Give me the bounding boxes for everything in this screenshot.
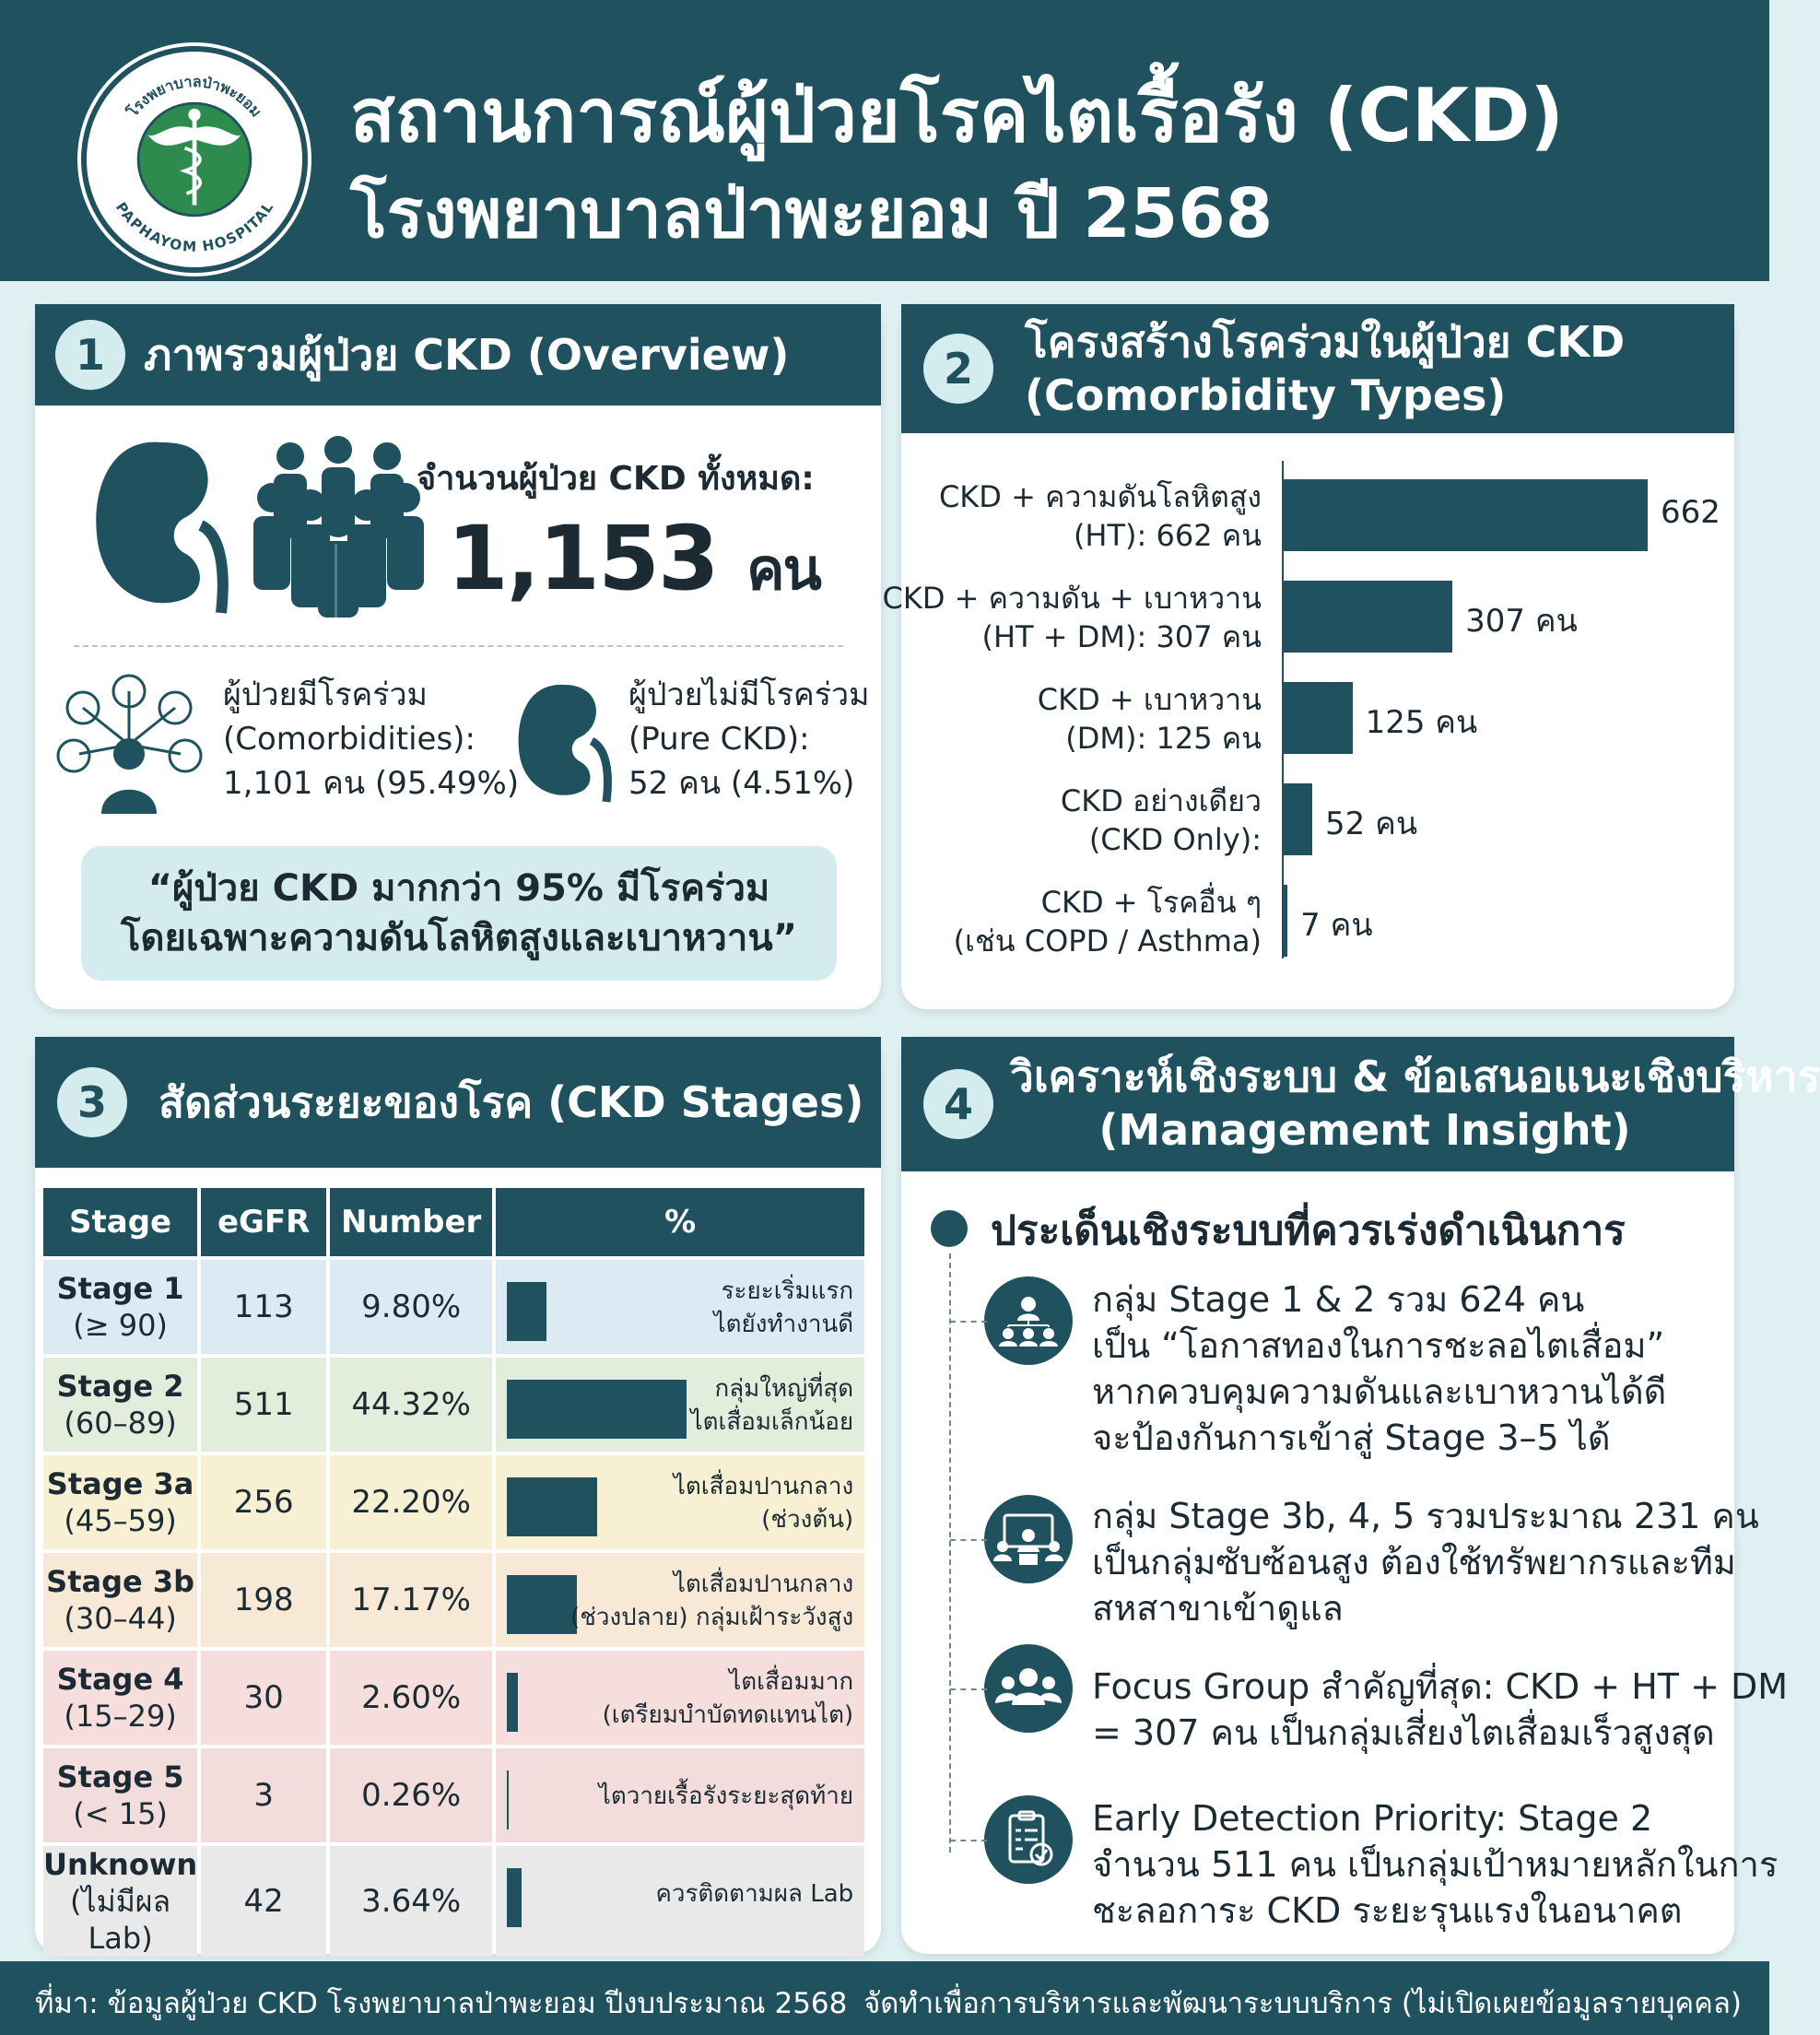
percent-bar <box>507 1477 597 1536</box>
timeline-connector <box>950 1321 987 1323</box>
table-row <box>43 1260 864 1354</box>
comorbidity-network-icon <box>53 671 205 814</box>
number-cell: 2.60% <box>330 1651 492 1745</box>
page-title: สถานการณ์ผู้ป่วยโรคไตเรื้อรัง (CKD) <box>350 73 1564 159</box>
page-subtitle: โรงพยาบาลป่าพะยอม ปี 2568 <box>350 174 1274 253</box>
total-patients-label: จำนวนผู้ป่วย CKD ทั้งหมด: <box>417 460 815 498</box>
hospital-logo <box>81 46 308 273</box>
stage-note: กลุ่มใหญ่ที่สุด ไตเสื่อมเล็กน้อย <box>690 1375 854 1436</box>
table-row <box>43 1651 864 1745</box>
timeline-line <box>949 1253 951 1853</box>
percent-bar <box>507 1380 687 1439</box>
table-row <box>43 1455 864 1549</box>
col-stage: Stage <box>43 1188 197 1256</box>
section-number: 3 <box>57 1067 127 1137</box>
insight-text: Early Detection Priority: Stage 2 จำนวน 511 คน เป็นกลุ่มเป้าหมายหลักในการ ชะลอการะ CKD ระยะรุนแรงในอนาคต <box>1092 1798 1779 1931</box>
kidney-small-icon <box>516 680 617 805</box>
overview-header <box>35 304 881 406</box>
stage-cell: Stage 2 (60–89) <box>43 1358 197 1452</box>
stage-note: ควรติดตามผล Lab <box>655 1880 854 1908</box>
bar-label: CKD อย่างเดียว (CKD Only): <box>1060 783 1262 857</box>
bar-value-label: 52 คน <box>1325 806 1418 842</box>
number-cell: 9.80% <box>330 1260 492 1354</box>
stages-table <box>40 1184 868 1960</box>
stage-cell: Stage 4 (15–29) <box>43 1651 197 1745</box>
insight-text: Focus Group สำคัญที่สุด: CKD + HT + DM = 307 คน เป็นกลุ่มเสี่ยงไตเสื่อมเร็วสูงสุด <box>1092 1666 1789 1753</box>
bar-value-label: 7 คน <box>1300 907 1373 944</box>
bar <box>1284 581 1452 653</box>
percent-cell <box>496 1651 864 1745</box>
key-quote: “ผู้ป่วย CKD มากกว่า 95% มีโรคร่วม โดยเฉพาะความดันโลหิตสูงและเบาหวาน” <box>81 846 837 981</box>
footer <box>0 1961 1769 2035</box>
stage-note: ไตเสื่อมปานกลาง (ช่วงปลาย) กลุ่มเฝ้าระวังสูง <box>570 1570 854 1631</box>
team-meeting-icon <box>984 1495 1073 1583</box>
stage-note: ไตเสื่อมปานกลาง (ช่วงต้น) <box>673 1473 854 1534</box>
bar-label: CKD + ความดัน + เบาหวาน (HT + DM): 307 คน <box>882 581 1262 654</box>
stages-title: สัดส่วนระยะของโรค (CKD Stages) <box>159 1077 864 1127</box>
insight-heading: ประเด็นเชิงระบบที่ควรเร่งดำเนินการ <box>991 1207 1626 1254</box>
percent-cell <box>496 1358 864 1452</box>
col-number: Number <box>330 1188 492 1256</box>
footer-source: ที่มา: ข้อมูลผู้ป่วย CKD โรงพยาบาลป่าพะยอม ปีงบประมาณ 2568 <box>35 1987 848 2020</box>
number-cell: 44.32% <box>330 1358 492 1452</box>
insight-text: กลุ่ม Stage 3b, 4, 5 รวมประมาณ 231 คน เป็นกลุ่มซับซ้อนสูง ต้องใช้ทรัพยากรและทีม สหสาขาเข้าดูแล <box>1092 1496 1759 1629</box>
table-row <box>43 1553 864 1647</box>
bar-value-label: 307 คน <box>1465 603 1578 640</box>
comorbidity-summary: ผู้ป่วยมีโรคร่วม (Comorbidities): 1,101 คน (95.49%) <box>223 676 520 802</box>
section-number: 2 <box>923 334 993 404</box>
col-egfr: eGFR <box>201 1188 326 1256</box>
percent-bar <box>507 1575 577 1634</box>
total-patients-value: 1,153 คน <box>447 507 820 610</box>
clipboard-check-icon <box>984 1795 1073 1884</box>
pure-ckd-summary: ผู้ป่วยไม่มีโรคร่วม (Pure CKD): 52 คน (4.51%) <box>628 676 870 802</box>
table-row <box>43 1846 864 1957</box>
percent-cell <box>496 1260 864 1354</box>
group-icon <box>984 1644 1073 1733</box>
egfr-cell: 113 <box>201 1260 326 1354</box>
egfr-cell: 42 <box>201 1846 326 1957</box>
stage-cell: Stage 3a (45–59) <box>43 1455 197 1549</box>
egfr-cell: 30 <box>201 1651 326 1745</box>
bar <box>1284 682 1353 754</box>
table-row <box>43 1358 864 1452</box>
percent-bar <box>507 1868 522 1927</box>
number-cell: 17.17% <box>330 1553 492 1647</box>
egfr-cell: 198 <box>201 1553 326 1647</box>
section-number: 1 <box>55 320 125 390</box>
percent-bar <box>507 1282 546 1341</box>
percent-cell <box>496 1455 864 1549</box>
number-cell: 0.26% <box>330 1748 492 1842</box>
bar <box>1284 885 1287 957</box>
bar-value-label: 662 <box>1661 494 1720 531</box>
stage-cell: Stage 3b (30–44) <box>43 1553 197 1647</box>
bar-label: CKD + ความดันโลหิตสูง (HT): 662 คน <box>938 479 1262 553</box>
comorbidity-title: โครงสร้างโรคร่วมในผู้ป่วย CKD (Comorbidity Types) <box>1025 317 1626 420</box>
percent-bar <box>507 1770 509 1829</box>
percent-bar <box>507 1673 517 1732</box>
percent-cell <box>496 1748 864 1842</box>
stage-cell: Stage 5 (< 15) <box>43 1748 197 1842</box>
heading-bullet <box>931 1210 968 1247</box>
stage-note: ไตเสื่อมมาก (เตรียมบำบัดทดแทนไต) <box>602 1668 854 1729</box>
egfr-cell: 3 <box>201 1748 326 1842</box>
timeline-connector <box>950 1688 987 1690</box>
bar-label: CKD + โรคอื่น ๆ (เช่น COPD / Asthma) <box>953 885 1262 959</box>
svg-text:PAPHAYOM HOSPITAL: PAPHAYOM HOSPITAL <box>112 199 277 255</box>
egfr-cell: 511 <box>201 1358 326 1452</box>
kidney-icon <box>92 433 235 618</box>
col-percent: % <box>496 1188 864 1256</box>
egfr-cell: 256 <box>201 1455 326 1549</box>
timeline-connector <box>950 1840 987 1841</box>
bar <box>1284 479 1648 551</box>
bar <box>1284 783 1312 855</box>
footer-note: จัดทำเพื่อการบริหารและพัฒนาระบบบริการ (ไม่เปิดเผยข้อมูลรายบุคคล) <box>863 1987 1742 2020</box>
stage-note: ไตวายเรื้อรังระยะสุดท้าย <box>598 1782 854 1810</box>
divider <box>74 645 843 647</box>
svg-text:โรงพยาบาลป่าพะยอม: โรงพยาบาลป่าพะยอม <box>123 72 265 121</box>
bar-label: CKD + เบาหวาน (DM): 125 คน <box>1037 682 1262 756</box>
number-cell: 22.20% <box>330 1455 492 1549</box>
people-group-icon <box>253 433 424 618</box>
section-number: 4 <box>923 1069 993 1139</box>
overview-title: ภาพรวมผู้ป่วย CKD (Overview) <box>144 330 790 380</box>
number-cell: 3.64% <box>330 1846 492 1957</box>
hierarchy-icon <box>984 1276 1073 1365</box>
bar-value-label: 125 คน <box>1365 704 1478 741</box>
stages-header <box>35 1037 881 1168</box>
stage-cell: Unknown (ไม่มีผล Lab) <box>43 1847 198 1956</box>
stage-note: ระยะเริ่มแรก ไตยังทำงานดี <box>713 1277 854 1338</box>
insight-title: วิเคราะห์เชิงระบบ & ข้อเสนอแนะเชิงบริหาร (Management Insight) <box>1010 1052 1820 1155</box>
percent-cell <box>496 1846 864 1957</box>
comorbidity-header <box>901 304 1734 433</box>
table-row <box>43 1748 864 1842</box>
timeline-connector <box>950 1539 987 1541</box>
insight-header <box>901 1037 1820 1171</box>
percent-cell <box>496 1553 864 1647</box>
comorbidity-bar-chart <box>882 461 1734 977</box>
header <box>0 0 1769 281</box>
stage-cell: Stage 1 (≥ 90) <box>43 1260 197 1354</box>
insight-text: กลุ่ม Stage 1 & 2 รวม 624 คน เป็น “โอกาสทองในการชะลอไตเสื่อม” หากควบคุมความดันและเบาหวานได้ดี จะป้องกันการเข้าสู่ Stage 3–5 ได้ <box>1092 1279 1667 1458</box>
